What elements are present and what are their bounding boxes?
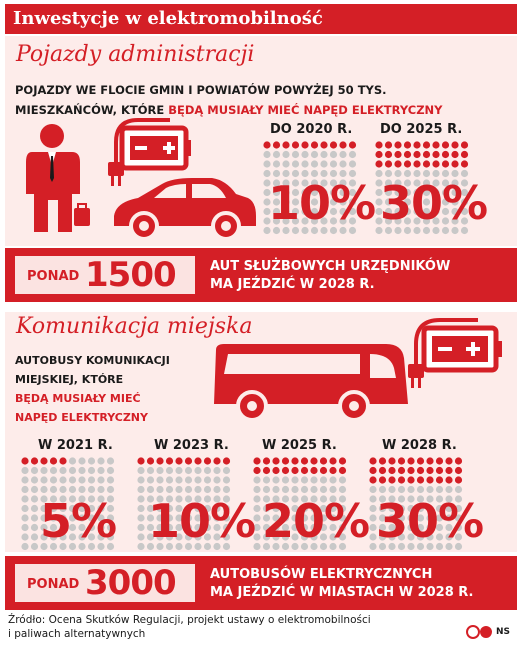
- dot-empty: [78, 467, 85, 474]
- dot-filled: [329, 467, 336, 474]
- dot-empty: [50, 486, 57, 493]
- dot-filled: [423, 160, 430, 167]
- column-label: DO 2020 R.: [270, 122, 353, 137]
- dot-empty: [40, 476, 47, 483]
- dot-empty: [137, 476, 144, 483]
- dot-empty: [320, 476, 327, 483]
- dot-filled: [385, 141, 392, 148]
- dot-empty: [40, 467, 47, 474]
- dot-empty: [436, 486, 443, 493]
- dot-filled: [369, 457, 376, 464]
- dot-empty: [69, 486, 76, 493]
- dot-empty: [31, 486, 38, 493]
- section-administration-heading: Pojazdy administracji: [16, 42, 255, 67]
- dot-empty: [21, 533, 28, 540]
- banner-prefix: PONAD: [27, 269, 80, 284]
- column-label: W 2021 R.: [38, 438, 113, 453]
- dot-filled: [185, 457, 192, 464]
- dot-empty: [175, 476, 182, 483]
- dot-filled: [404, 151, 411, 158]
- dot-filled: [442, 151, 449, 158]
- dot-empty: [78, 457, 85, 464]
- publisher-logo-text: NS: [496, 627, 511, 637]
- dot-filled: [282, 457, 289, 464]
- dot-filled: [330, 141, 337, 148]
- banner-number: 3000: [85, 563, 176, 603]
- dot-filled: [329, 457, 336, 464]
- dot-empty: [31, 495, 38, 502]
- dot-empty: [69, 476, 76, 483]
- dot-empty: [272, 486, 279, 493]
- dot-empty: [194, 486, 201, 493]
- desc-line: AUTOBUSY KOMUNIKACJI: [15, 354, 170, 367]
- banner-line: AUTOBUSÓW ELEKTRYCZNYCH: [210, 567, 433, 582]
- dot-filled: [369, 476, 376, 483]
- dot-empty: [21, 476, 28, 483]
- dot-filled: [156, 457, 163, 464]
- banner-text: [210, 258, 450, 294]
- section-public-transport-description: [15, 351, 225, 427]
- dot-filled: [407, 476, 414, 483]
- dot-filled: [379, 476, 386, 483]
- dot-filled: [432, 151, 439, 158]
- dot-filled: [282, 141, 289, 148]
- source-line: i paliwach alternatywnych: [8, 628, 146, 640]
- dot-empty: [88, 467, 95, 474]
- dot-empty: [291, 476, 298, 483]
- dot-empty: [175, 486, 182, 493]
- infographic-title: Inwestycje w elektromobilność: [5, 4, 517, 34]
- dot-empty: [301, 151, 308, 158]
- dot-filled: [204, 457, 211, 464]
- dot-filled: [432, 160, 439, 167]
- dot-empty: [263, 151, 270, 158]
- dot-filled: [404, 160, 411, 167]
- dot-empty: [204, 486, 211, 493]
- dot-filled: [445, 476, 452, 483]
- dot-empty: [88, 457, 95, 464]
- dot-empty: [78, 476, 85, 483]
- dot-empty: [369, 486, 376, 493]
- dot-filled: [436, 467, 443, 474]
- dot-empty: [137, 495, 144, 502]
- dot-empty: [137, 486, 144, 493]
- dot-empty: [97, 486, 104, 493]
- dot-empty: [21, 486, 28, 493]
- banner-number: 1500: [85, 255, 176, 295]
- dot-filled: [301, 457, 308, 464]
- dot-filled: [442, 160, 449, 167]
- dot-empty: [21, 467, 28, 474]
- dot-empty: [194, 467, 201, 474]
- desc-highlight: BĘDĄ MUSIAŁY MIEĆ NAPĘD ELEKTRYCZNY: [168, 103, 443, 117]
- dot-filled: [461, 160, 468, 167]
- dot-empty: [273, 160, 280, 167]
- dot-filled: [385, 151, 392, 158]
- dot-filled: [432, 141, 439, 148]
- dot-filled: [413, 151, 420, 158]
- dot-empty: [147, 476, 154, 483]
- dot-empty: [407, 486, 414, 493]
- dot-filled: [451, 160, 458, 167]
- dot-filled: [398, 476, 405, 483]
- dot-filled: [273, 141, 280, 148]
- battery-icon: [406, 314, 506, 394]
- dot-empty: [31, 543, 38, 550]
- desc-text: MIESZKAŃCÓW, KTÓRE: [15, 103, 169, 117]
- dot-filled: [426, 467, 433, 474]
- dot-filled: [282, 467, 289, 474]
- dot-empty: [272, 476, 279, 483]
- dot-empty: [88, 476, 95, 483]
- dot-empty: [263, 476, 270, 483]
- section-public-transport-heading: Komunikacja miejska: [16, 314, 253, 339]
- dot-filled: [166, 457, 173, 464]
- column-label: W 2023 R.: [154, 438, 229, 453]
- dot-filled: [417, 476, 424, 483]
- dot-filled: [213, 457, 220, 464]
- dot-empty: [398, 486, 405, 493]
- dot-filled: [50, 457, 57, 464]
- dot-filled: [388, 457, 395, 464]
- percentage-value: 30%: [380, 176, 488, 230]
- percentage-value: 10%: [148, 494, 256, 548]
- dot-filled: [253, 457, 260, 464]
- dot-empty: [329, 486, 336, 493]
- car-icon: [108, 176, 258, 242]
- desc-line: [15, 100, 485, 120]
- dot-filled: [394, 141, 401, 148]
- dot-empty: [137, 524, 144, 531]
- dot-filled: [379, 457, 386, 464]
- dot-empty: [310, 476, 317, 483]
- dot-empty: [291, 486, 298, 493]
- dot-filled: [375, 141, 382, 148]
- dot-empty: [137, 467, 144, 474]
- banner-prefix: PONAD: [27, 577, 80, 592]
- dot-empty: [59, 476, 66, 483]
- dot-filled: [445, 457, 452, 464]
- dot-empty: [107, 486, 114, 493]
- dot-empty: [31, 533, 38, 540]
- dot-empty: [147, 486, 154, 493]
- dot-filled: [426, 457, 433, 464]
- dot-empty: [156, 467, 163, 474]
- dot-empty: [339, 486, 346, 493]
- dot-filled: [461, 141, 468, 148]
- dot-filled: [272, 457, 279, 464]
- dot-empty: [339, 160, 346, 167]
- dot-empty: [349, 160, 356, 167]
- dot-empty: [31, 524, 38, 531]
- dot-filled: [404, 141, 411, 148]
- dot-empty: [301, 160, 308, 167]
- dot-empty: [204, 467, 211, 474]
- dot-filled: [407, 467, 414, 474]
- dot-filled: [310, 467, 317, 474]
- dot-filled: [379, 467, 386, 474]
- dot-filled: [423, 141, 430, 148]
- desc-highlight: BĘDĄ MUSIAŁY MIEĆ: [15, 392, 141, 405]
- dot-empty: [156, 486, 163, 493]
- dot-empty: [311, 160, 318, 167]
- dot-empty: [339, 476, 346, 483]
- dot-filled: [175, 457, 182, 464]
- dot-filled: [291, 457, 298, 464]
- electric-buses-banner: [5, 556, 517, 610]
- dot-empty: [282, 160, 289, 167]
- bus-icon: [210, 342, 410, 428]
- dot-empty: [107, 457, 114, 464]
- dot-empty: [301, 486, 308, 493]
- dot-filled: [436, 476, 443, 483]
- dot-empty: [147, 467, 154, 474]
- dot-filled: [223, 457, 230, 464]
- dot-empty: [310, 486, 317, 493]
- dot-filled: [339, 141, 346, 148]
- dot-filled: [40, 457, 47, 464]
- dot-empty: [455, 486, 462, 493]
- dot-filled: [137, 457, 144, 464]
- dot-empty: [320, 151, 327, 158]
- dot-empty: [21, 524, 28, 531]
- dot-filled: [455, 467, 462, 474]
- dot-filled: [461, 151, 468, 158]
- dot-filled: [385, 160, 392, 167]
- dot-empty: [292, 160, 299, 167]
- dot-empty: [194, 476, 201, 483]
- dot-empty: [31, 476, 38, 483]
- column-label: W 2028 R.: [382, 438, 457, 453]
- dot-empty: [388, 486, 395, 493]
- dot-empty: [263, 486, 270, 493]
- dot-empty: [253, 486, 260, 493]
- dot-filled: [423, 151, 430, 158]
- dot-empty: [426, 486, 433, 493]
- dot-empty: [223, 476, 230, 483]
- dot-filled: [301, 141, 308, 148]
- desc-line: MIEJSKIEJ, KTÓRE: [15, 373, 124, 386]
- percentage-value: 5%: [40, 494, 117, 548]
- dot-filled: [375, 160, 382, 167]
- dot-filled: [291, 467, 298, 474]
- banner-line: AUT SŁUŻBOWYCH URZĘDNIKÓW: [210, 259, 451, 274]
- dot-filled: [310, 457, 317, 464]
- dot-empty: [107, 476, 114, 483]
- dot-filled: [426, 476, 433, 483]
- dot-filled: [263, 141, 270, 148]
- dot-filled: [320, 141, 327, 148]
- section-administration-description: [15, 80, 485, 120]
- dot-empty: [166, 467, 173, 474]
- dot-empty: [320, 486, 327, 493]
- dot-filled: [455, 476, 462, 483]
- dot-empty: [379, 486, 386, 493]
- dot-empty: [21, 505, 28, 512]
- dot-filled: [292, 141, 299, 148]
- dot-filled: [455, 457, 462, 464]
- dot-empty: [97, 476, 104, 483]
- dot-empty: [417, 486, 424, 493]
- dot-empty: [31, 505, 38, 512]
- dot-empty: [213, 486, 220, 493]
- dot-empty: [329, 476, 336, 483]
- dot-filled: [369, 467, 376, 474]
- dot-empty: [311, 151, 318, 158]
- dot-filled: [407, 457, 414, 464]
- dot-filled: [301, 467, 308, 474]
- dot-empty: [282, 151, 289, 158]
- dot-filled: [253, 467, 260, 474]
- dot-filled: [451, 141, 458, 148]
- publisher-logo-icon: [466, 625, 494, 639]
- source-line: Źródło: Ocena Skutków Regulacji, projekt ustawy o elektromobilności: [8, 614, 371, 626]
- dot-filled: [442, 141, 449, 148]
- dot-empty: [88, 486, 95, 493]
- dot-empty: [166, 486, 173, 493]
- dot-empty: [185, 476, 192, 483]
- dot-filled: [388, 476, 395, 483]
- dot-filled: [445, 467, 452, 474]
- dot-empty: [263, 160, 270, 167]
- dot-filled: [263, 467, 270, 474]
- dot-empty: [69, 467, 76, 474]
- dot-empty: [78, 486, 85, 493]
- dot-empty: [59, 486, 66, 493]
- dot-filled: [21, 457, 28, 464]
- column-label: W 2025 R.: [262, 438, 337, 453]
- businessman-icon: [20, 122, 90, 234]
- dot-filled: [413, 160, 420, 167]
- dot-empty: [349, 151, 356, 158]
- fleet-cars-banner: [5, 248, 517, 302]
- dot-filled: [349, 141, 356, 148]
- dot-empty: [166, 476, 173, 483]
- dot-filled: [388, 467, 395, 474]
- dot-empty: [21, 495, 28, 502]
- dot-empty: [50, 476, 57, 483]
- dot-filled: [417, 467, 424, 474]
- dot-filled: [436, 457, 443, 464]
- dot-empty: [282, 476, 289, 483]
- dot-empty: [40, 486, 47, 493]
- banner-line: MA JEŹDZIĆ W 2028 R.: [210, 277, 375, 292]
- dot-filled: [320, 457, 327, 464]
- dot-empty: [175, 467, 182, 474]
- dot-empty: [273, 151, 280, 158]
- dot-filled: [375, 151, 382, 158]
- dot-empty: [204, 476, 211, 483]
- dot-empty: [185, 467, 192, 474]
- dot-filled: [417, 457, 424, 464]
- dot-empty: [223, 486, 230, 493]
- dot-empty: [156, 476, 163, 483]
- percentage-value: 30%: [376, 494, 484, 548]
- dot-filled: [339, 457, 346, 464]
- dot-filled: [59, 457, 66, 464]
- dot-empty: [31, 467, 38, 474]
- dot-empty: [137, 543, 144, 550]
- dot-empty: [282, 486, 289, 493]
- dot-empty: [320, 160, 327, 167]
- dot-filled: [339, 467, 346, 474]
- dot-empty: [31, 514, 38, 521]
- column-label: DO 2025 R.: [380, 122, 463, 137]
- dot-empty: [185, 486, 192, 493]
- dot-empty: [97, 457, 104, 464]
- dot-filled: [263, 457, 270, 464]
- banner-number-box: [15, 256, 195, 294]
- dot-empty: [223, 467, 230, 474]
- desc-highlight: NAPĘD ELEKTRYCZNY: [15, 411, 148, 424]
- dot-filled: [394, 160, 401, 167]
- banner-line: MA JEŹDZIĆ W MIASTACH W 2028 R.: [210, 585, 474, 600]
- dot-empty: [50, 467, 57, 474]
- dot-empty: [69, 457, 76, 464]
- banner-number-box: [15, 564, 195, 602]
- dot-filled: [194, 457, 201, 464]
- dot-filled: [398, 467, 405, 474]
- dot-empty: [107, 467, 114, 474]
- dot-filled: [451, 151, 458, 158]
- dot-filled: [147, 457, 154, 464]
- dot-filled: [398, 457, 405, 464]
- dot-filled: [311, 141, 318, 148]
- dot-empty: [445, 486, 452, 493]
- dot-empty: [59, 467, 66, 474]
- source-note: [8, 613, 428, 641]
- dot-empty: [213, 467, 220, 474]
- percentage-value: 20%: [262, 494, 370, 548]
- dot-empty: [330, 151, 337, 158]
- desc-line: POJAZDY WE FLOCIE GMIN I POWIATÓW POWYŻEJ 50 TYS.: [15, 83, 387, 97]
- dot-filled: [394, 151, 401, 158]
- dot-filled: [272, 467, 279, 474]
- percentage-value: 10%: [268, 176, 376, 230]
- dot-empty: [301, 476, 308, 483]
- dot-empty: [21, 543, 28, 550]
- dot-empty: [137, 514, 144, 521]
- dot-empty: [292, 151, 299, 158]
- dot-empty: [137, 505, 144, 512]
- dot-filled: [413, 141, 420, 148]
- banner-text: [210, 566, 473, 602]
- dot-empty: [137, 533, 144, 540]
- dot-empty: [213, 476, 220, 483]
- dot-empty: [97, 467, 104, 474]
- dot-empty: [339, 151, 346, 158]
- dot-filled: [320, 467, 327, 474]
- dot-filled: [31, 457, 38, 464]
- dot-empty: [21, 514, 28, 521]
- dot-empty: [330, 160, 337, 167]
- dot-empty: [253, 476, 260, 483]
